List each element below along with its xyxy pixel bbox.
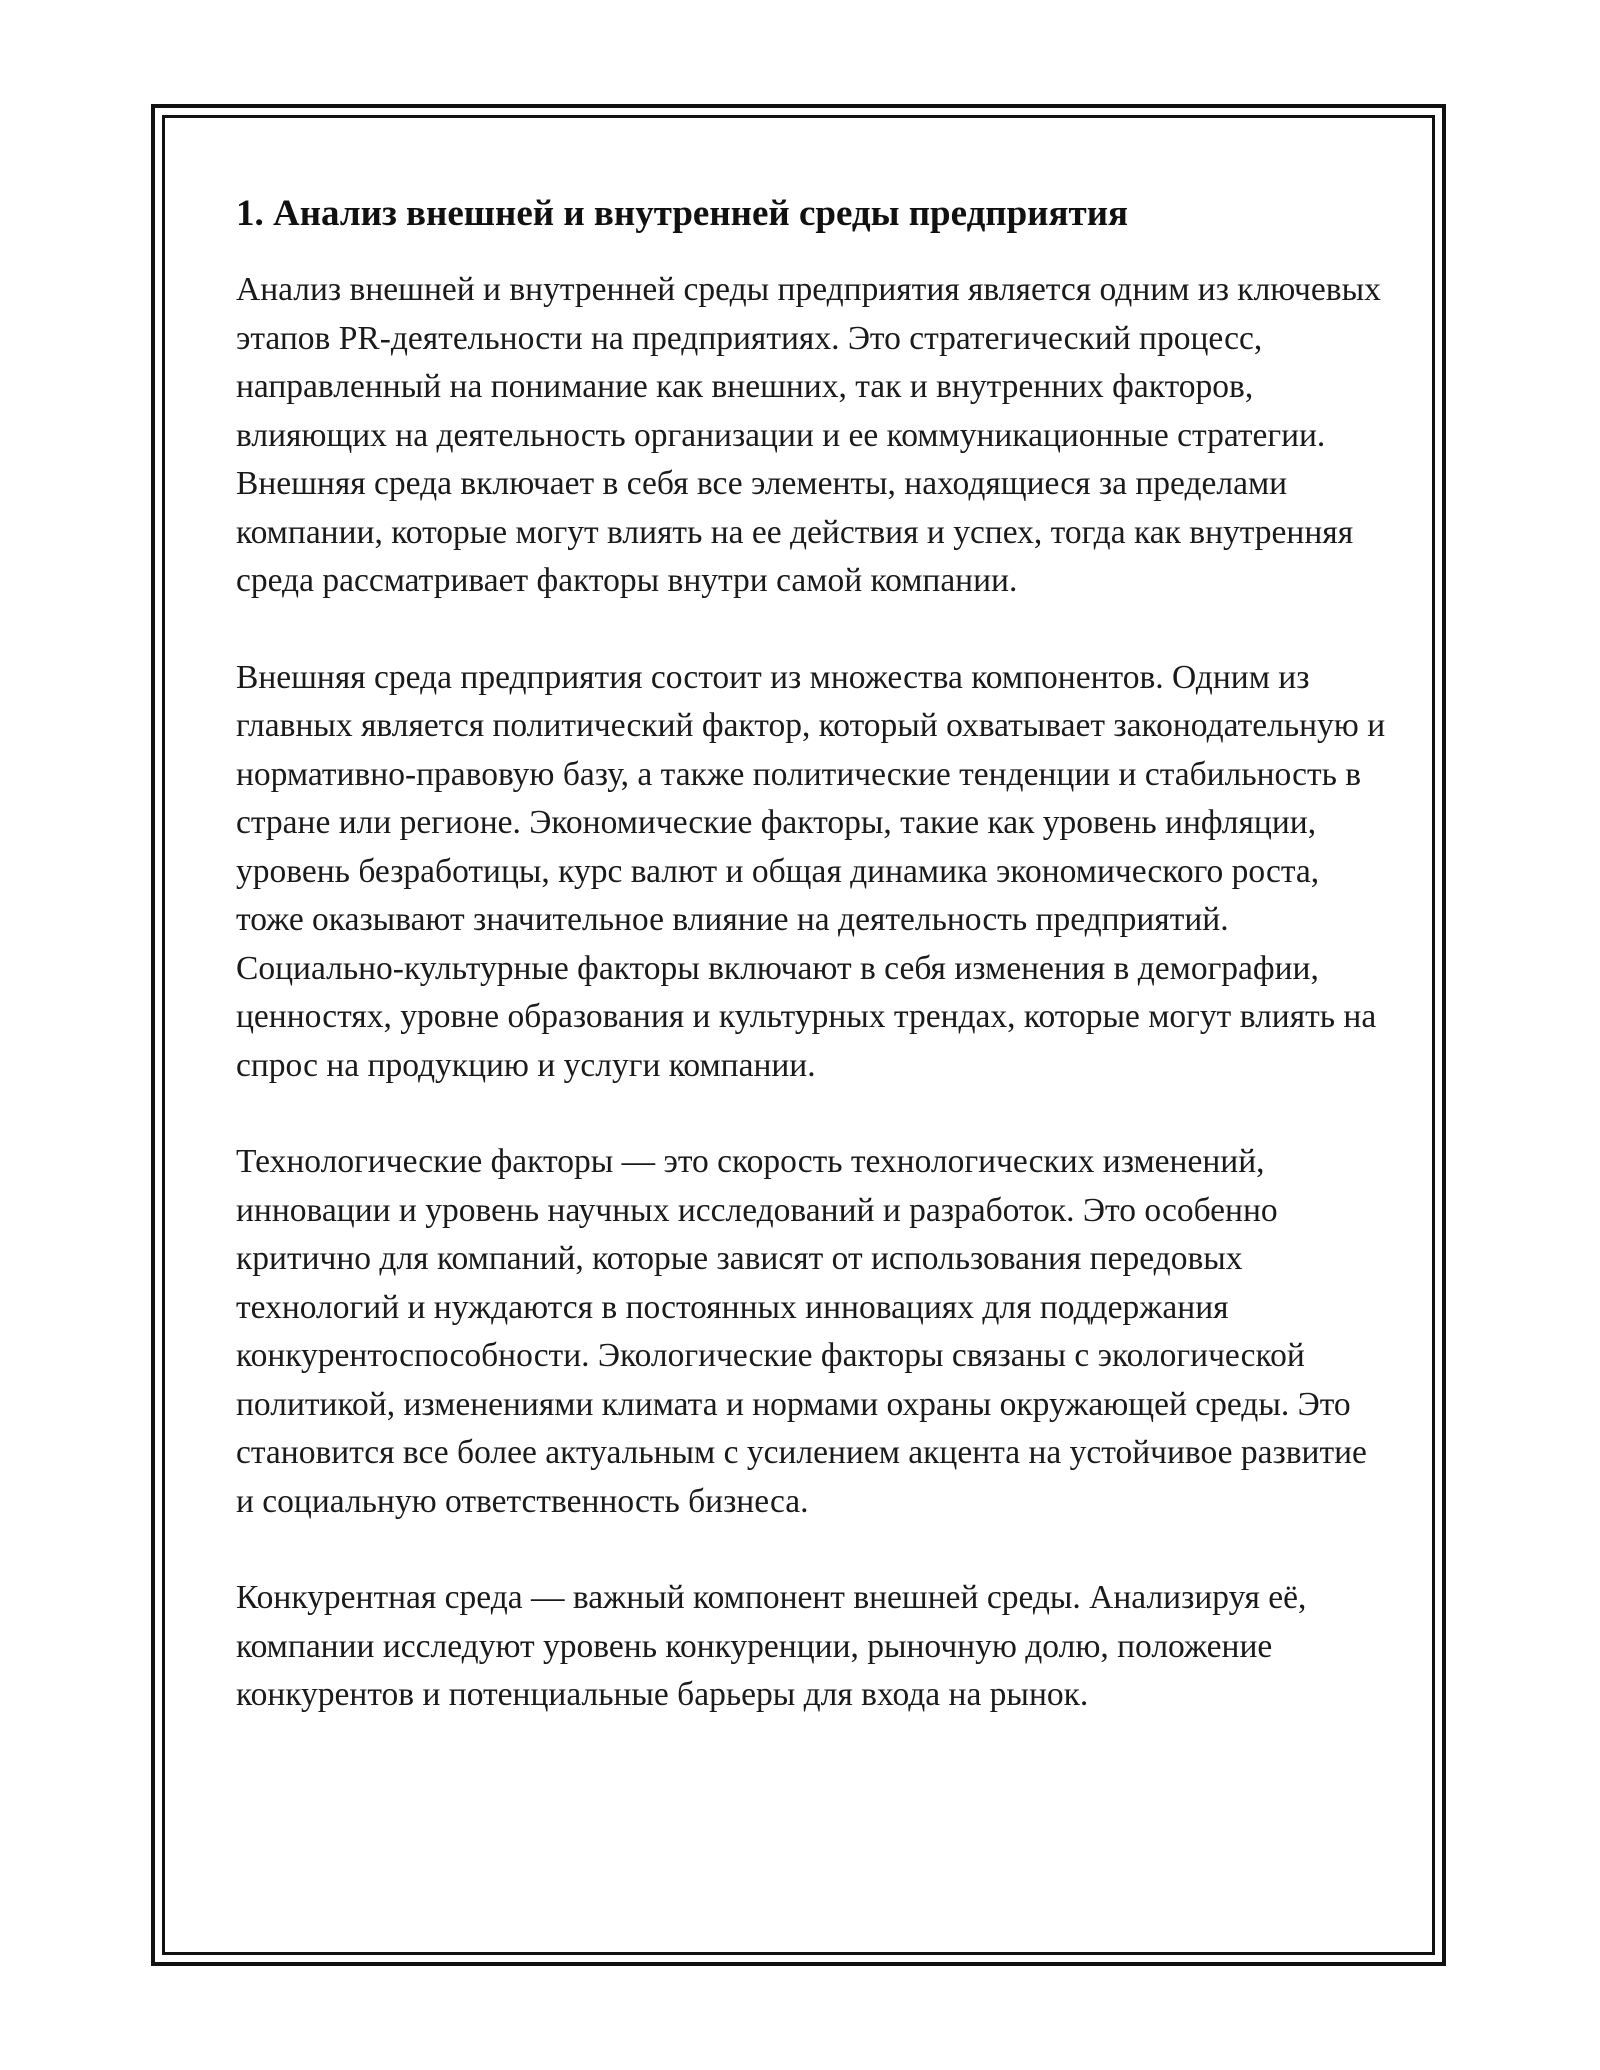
paragraph-technological-factors: Технологические факторы — это скорость технологических изменений, инновации и уровень научных исследований и разработок. Это особенно критично для компаний, которые зависят от использования передовых технологий и нуждаются в постоянных инновациях для поддержания конкурентоспособности. Экологические факторы связаны с экологической политикой, изменениями климата и нормами охраны окружающей среды. Это становится все более актуальным с усилением акцента на устойчивое развитие и социальную ответственность бизнеса. (236, 1143, 1367, 1520)
paragraph-competitive-environment: Конкурентная среда — важный компонент внешней среды. Анализируя её, компании исследуют уровень конкуренции, рыночную долю, положение конкурентов и потенциальные барьеры для входа на рынок. (236, 1579, 1307, 1713)
section-heading: 1. Анализ внешней и внутренней среды предприятия (236, 193, 1129, 234)
paragraph-external-environment: Внешняя среда предприятия состоит из множества компонентов. Одним из главных является политический фактор, который охватывает законодательную и нормативно-правовую базу, а также политические тенденции и стабильность в стране или регионе. Экономические факторы, такие как уровень инфляции, уровень безработицы, курс валют и общая динамика экономического роста, тоже оказывают значительное влияние на деятельность предприятий. Социально-культурные факторы включают в себя изменения в демографии, ценностях, уровне образования и культурных трендах, которые могут влиять на спрос на продукцию и услуги компании. (236, 658, 1386, 1084)
document-body (236, 190, 1386, 1768)
paragraph-intro: Анализ внешней и внутренней среды предприятия является одним из ключевых этапов PR-деятельности на предприятиях. Это стратегический процесс, направленный на понимание как внешних, так и внутренних факторов, влияющих на деятельность организации и ее коммуникационные стратегии. Внешняя среда включает в себя все элементы, находящиеся за пределами компании, которые могут влиять на ее действия и успех, тогда как внутренняя среда рассматривает факторы внутри самой компании. (236, 271, 1381, 599)
